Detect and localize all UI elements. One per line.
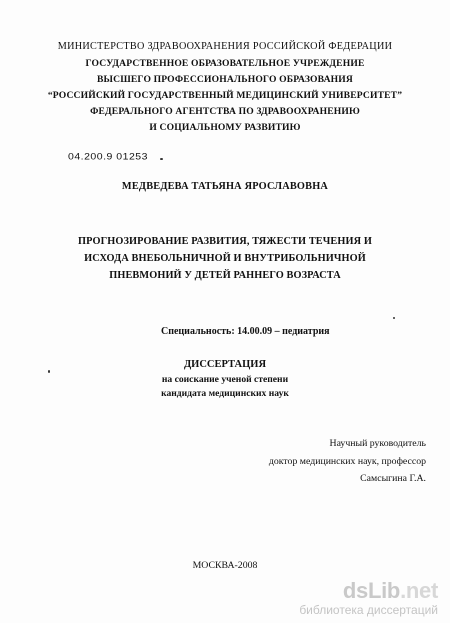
watermark-logo (299, 580, 438, 602)
author-name: МЕДВЕДЕВА ТАТЬЯНА ЯРОСЛАВОВНА (121, 181, 329, 192)
supervisor-degree: доктор медицинских наук, профессор (268, 456, 426, 467)
header-line-3: ВЫСШЕГО ПРОФЕССИОНАЛЬНОГО ОБРАЗОВАНИЯ (97, 74, 353, 85)
specialty-line: Специальность: 14.00.09 – педиатрия (161, 326, 330, 337)
supervisor-name: Самсыгина Г.А. (360, 473, 426, 484)
watermark-logo-tld: .net (400, 578, 438, 603)
header-line-2: ГОСУДАРСТВЕННОЕ ОБРАЗОВАТЕЛЬНОЕ УЧРЕЖДЕНИЕ (85, 58, 365, 69)
header-line-6: И СОЦИАЛЬНОМУ РАЗВИТИЮ (149, 122, 301, 133)
title-line-2: ИСХОДА ВНЕБОЛЬНИЧНОЙ И ВНУТРИБОЛЬНИЧНОЙ (84, 253, 366, 264)
dissertation-heading: ДИССЕРТАЦИЯ (183, 359, 267, 370)
degree-name-line: кандидата медицинских наук (161, 388, 289, 399)
city-year: МОСКВА-2008 (192, 560, 258, 571)
header-line-4: “РОССИЙСКИЙ ГОСУДАРСТВЕННЫЙ МЕДИЦИНСКИЙ УНИВЕРСИТЕТ” (47, 90, 403, 101)
dslib-watermark (299, 580, 438, 617)
header-line-1: МИНИСТЕРСТВО ЗДРАВООХРАНЕНИЯ РОССИЙСКОЙ ФЕДЕРАЦИИ (57, 41, 393, 52)
mark-dot (160, 158, 163, 160)
speck (48, 370, 50, 373)
degree-purpose-line: на соискание ученой степени (161, 374, 289, 385)
watermark-caption: библиотека диссертаций (299, 603, 438, 617)
watermark-logo-main: dsLib (342, 578, 401, 603)
title-line-1: ПРОГНОЗИРОВАНИЕ РАЗВИТИЯ, ТЯЖЕСТИ ТЕЧЕНИЯ И (78, 236, 372, 247)
catalog-code: 04.200.9 01253 (68, 151, 148, 163)
header-line-5: ФЕДЕРАЛЬНОГО АГЕНТСТВА ПО ЗДРАВООХРАНЕНИЮ (90, 106, 360, 117)
title-line-3: ПНЕВМОНИЙ У ДЕТЕЙ РАННЕГО ВОЗРАСТА (109, 270, 341, 281)
supervisor-role: Научный руководитель (329, 438, 426, 449)
speck (393, 317, 395, 319)
